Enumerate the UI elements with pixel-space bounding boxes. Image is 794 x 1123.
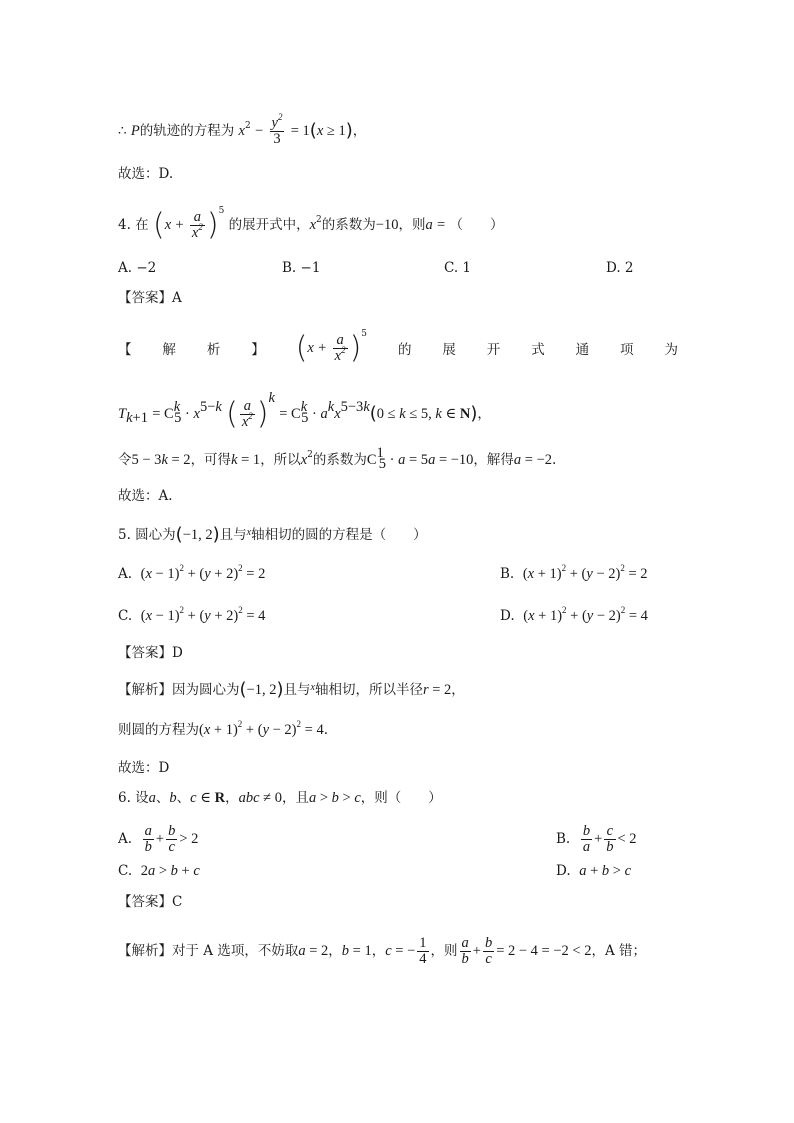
question-6: 6. 设a、b、c ∈ R，abc ≠ 0，且a > b > c，则（ ） [118,790,442,806]
hyperbola-equation-line: ∴ P的轨迹的方程为 $x^2$ − $\frac{y^2}{3}$ = 1(x ≥ 1)， [118,112,367,147]
q5-option-b: B. $(x + 1)^2 + (y - 2)^2 = 2$ [500,563,648,582]
therefore-symbol: ∴ [118,123,127,139]
q6-analysis: 【解析】对于 A 选项，不妨取a = 2，b = 1，c = − $\frac{1}{4}$ ，则 $\frac{a}{b}$ + $\frac{b}{c}$ = 2 − 4 = −2 < 2，A 错； [118,935,647,967]
q4-option-d: D. 2 [606,260,634,276]
q5-option-d: D. $(x + 1)^2 + (y - 2)^2 = 4$ [500,605,648,624]
q4-select: 故选：A. [118,488,173,504]
point-p: P [130,123,140,139]
text: 的轨迹的方程为 [139,123,235,139]
fraction: $\frac{y^2}{3}$ [271,112,283,147]
q4-general-term: $T_{k+1} = C^k_5 \cdot x^{5-k}$ ( $\frac{a}{x^2}$ )$^k = C^k_5 \cdot a^kx^{5-3k}(0 \le k \le 5$, k ∈ N)， [118,390,491,432]
q4-analysis-line: 【 解 析 】 (x + $\frac{a}{x^2}$ )$^5$ 的 展 开 式 通 项 为 [118,328,678,365]
q4-option-b: B. −1 [282,260,321,276]
q4-solution-line: 令5 − 3k = 2，可得k = 1，所以$x^2$的系数为$C^1_5 \cdot a = 5a = -10$，解得a = −2. [118,445,557,472]
q5-answer: 【答案】D [118,645,183,661]
question-4: 4. 在 (x + $\frac{a}{x^2}$ )$^5$ 的展开式中，$x^2$的系数为−10，则a = （ ） [118,206,504,243]
question-5: 5. 圆心为(−1, 2)且与$^x$轴相切的圆的方程是（ ） [118,524,427,545]
q6-option-d: D. a + b > c [556,863,632,879]
q5-select: 故选：D [118,760,170,776]
q4-option-a: A. −2 [118,260,157,276]
answer-select-d: 故选：D. [118,166,174,182]
q6-option-a: A. $\frac{a}{b}$ + $\frac{b}{c}$ > 2 [118,823,199,855]
q5-option-a: A. $(x - 1)^2 + (y + 2)^2 = 2$ [118,563,266,582]
q4-answer: 【答案】A [118,290,182,306]
q5-circle-equation: 则圆的方程为$(x + 1)^2 + (y - 2)^2 = 4$. [118,719,328,738]
q4-option-c: C. 1 [444,260,472,276]
q5-analysis: 【解析】因为圆心为(−1, 2)且与$^x$轴相切，所以半径r = 2， [118,679,465,700]
q6-option-b: B. $\frac{b}{a}$ + $\frac{c}{b}$ < 2 [556,823,637,855]
q6-answer: 【答案】C [118,894,183,910]
q6-option-c: C. 2a > b + c [118,863,200,879]
q5-option-c: C. $(x - 1)^2 + (y + 2)^2 = 4$ [118,605,266,624]
